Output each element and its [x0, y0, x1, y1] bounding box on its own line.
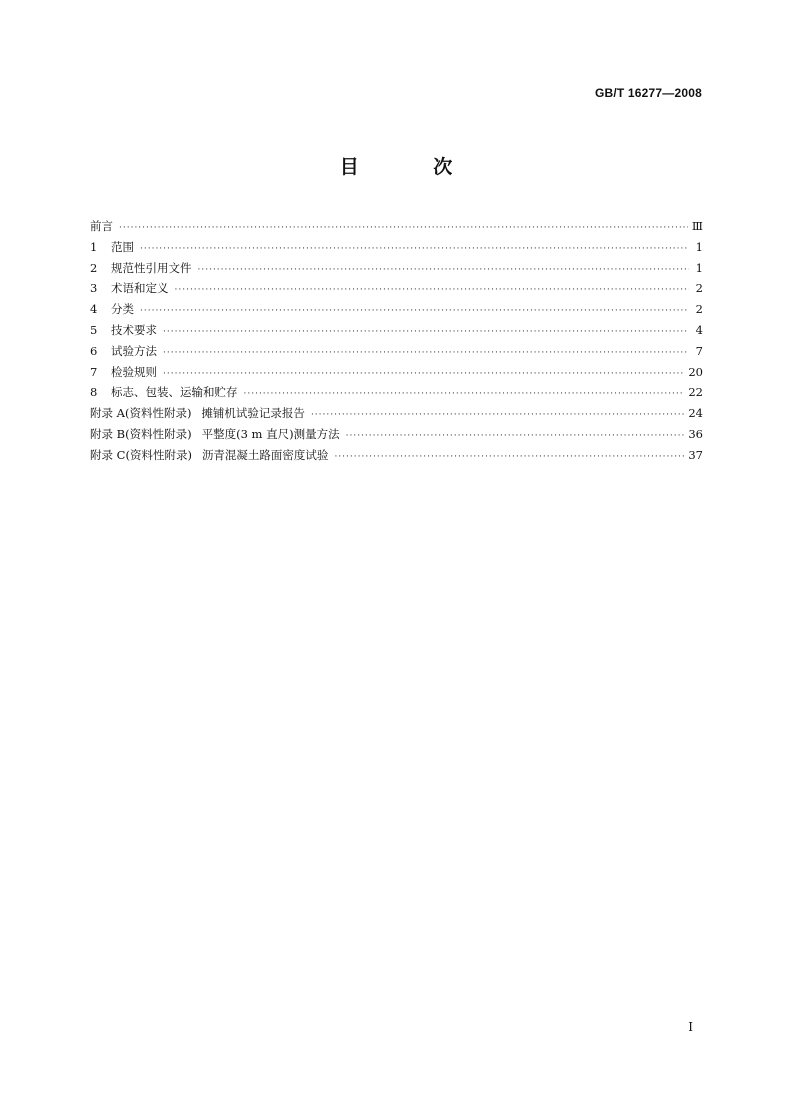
toc-entry-title: 摊铺机试验记录报告	[201, 406, 305, 421]
toc-entry-number: 2	[90, 260, 98, 275]
toc-leader-dots	[163, 369, 684, 379]
toc-entry-page: 36	[688, 426, 703, 441]
toc-entry-label: 规范性引用文件	[111, 260, 192, 275]
table-of-contents	[90, 218, 703, 468]
toc-entry-page: 24	[688, 406, 703, 421]
toc-leader-dots	[140, 244, 689, 254]
toc-entry-label: 附录 C(资料性附录)	[90, 447, 192, 462]
toc-entry-classification[interactable]	[90, 301, 703, 322]
toc-leader-dots	[140, 306, 689, 316]
standard-code: GB/T 16277—2008	[594, 86, 702, 100]
toc-entry-label: 附录 A(资料性附录)	[90, 406, 192, 421]
toc-leader-dots	[346, 431, 685, 441]
toc-entry-label: 附录 B(资料性附录)	[90, 426, 192, 441]
toc-leader-dots	[175, 285, 690, 295]
page-number: I	[688, 1020, 693, 1034]
toc-entry-number: 4	[90, 302, 98, 317]
toc-entry-annex-b[interactable]	[90, 426, 703, 447]
toc-entry-number: 3	[90, 281, 98, 296]
toc-entry-terms-definitions[interactable]	[90, 280, 703, 301]
toc-entry-number: 5	[90, 322, 98, 337]
toc-entry-page: Ⅲ	[691, 219, 703, 233]
toc-entry-page: 2	[695, 302, 703, 317]
toc-entry-label: 分类	[111, 302, 134, 317]
toc-entry-title: 平整度(3 m 直尺)测量方法	[201, 426, 340, 441]
toc-entry-label: 检验规则	[111, 364, 157, 379]
toc-entry-label: 试验方法	[111, 343, 157, 358]
toc-entry-page: 2	[695, 281, 703, 296]
toc-entry-title: 沥青混凝土路面密度试验	[201, 447, 329, 462]
toc-entry-label: 前言	[90, 219, 113, 233]
toc-entry-annex-c[interactable]	[90, 447, 703, 468]
toc-leader-dots	[119, 223, 688, 233]
toc-entry-test-methods[interactable]	[90, 343, 703, 364]
toc-entry-page: 1	[695, 239, 703, 254]
toc-entry-page: 20	[688, 364, 703, 379]
toc-entry-label: 术语和定义	[111, 281, 169, 296]
toc-entry-inspection-rules[interactable]	[90, 364, 703, 385]
toc-entry-page: 4	[695, 322, 703, 337]
toc-leader-dots	[311, 410, 684, 420]
toc-entry-label: 技术要求	[111, 322, 157, 337]
toc-entry-number: 7	[90, 364, 98, 379]
toc-entry-label: 标志、包装、运输和贮存	[111, 385, 238, 400]
toc-entry-annex-a[interactable]	[90, 405, 703, 426]
toc-entry-label: 范围	[111, 239, 134, 254]
toc-entry-normative-references[interactable]	[90, 260, 703, 281]
toc-entry-page: 1	[695, 260, 703, 275]
toc-entry-technical-requirements[interactable]	[90, 322, 703, 343]
toc-entry-page: 22	[688, 385, 703, 400]
toc-entry-number: 1	[90, 239, 98, 254]
toc-leader-dots	[198, 265, 690, 275]
toc-leader-dots	[163, 348, 689, 358]
toc-entry-scope[interactable]	[90, 239, 703, 260]
toc-entry-number: 8	[90, 385, 98, 400]
toc-leader-dots	[163, 327, 689, 337]
toc-entry-page: 37	[688, 447, 703, 462]
toc-entry-page: 7	[695, 343, 703, 358]
toc-title: 目 次	[339, 156, 487, 178]
toc-leader-dots	[334, 452, 684, 462]
toc-entry-number: 6	[90, 343, 98, 358]
toc-entry-foreword[interactable]	[90, 218, 703, 239]
toc-leader-dots	[244, 389, 685, 399]
toc-entry-marking-packaging[interactable]	[90, 384, 703, 405]
